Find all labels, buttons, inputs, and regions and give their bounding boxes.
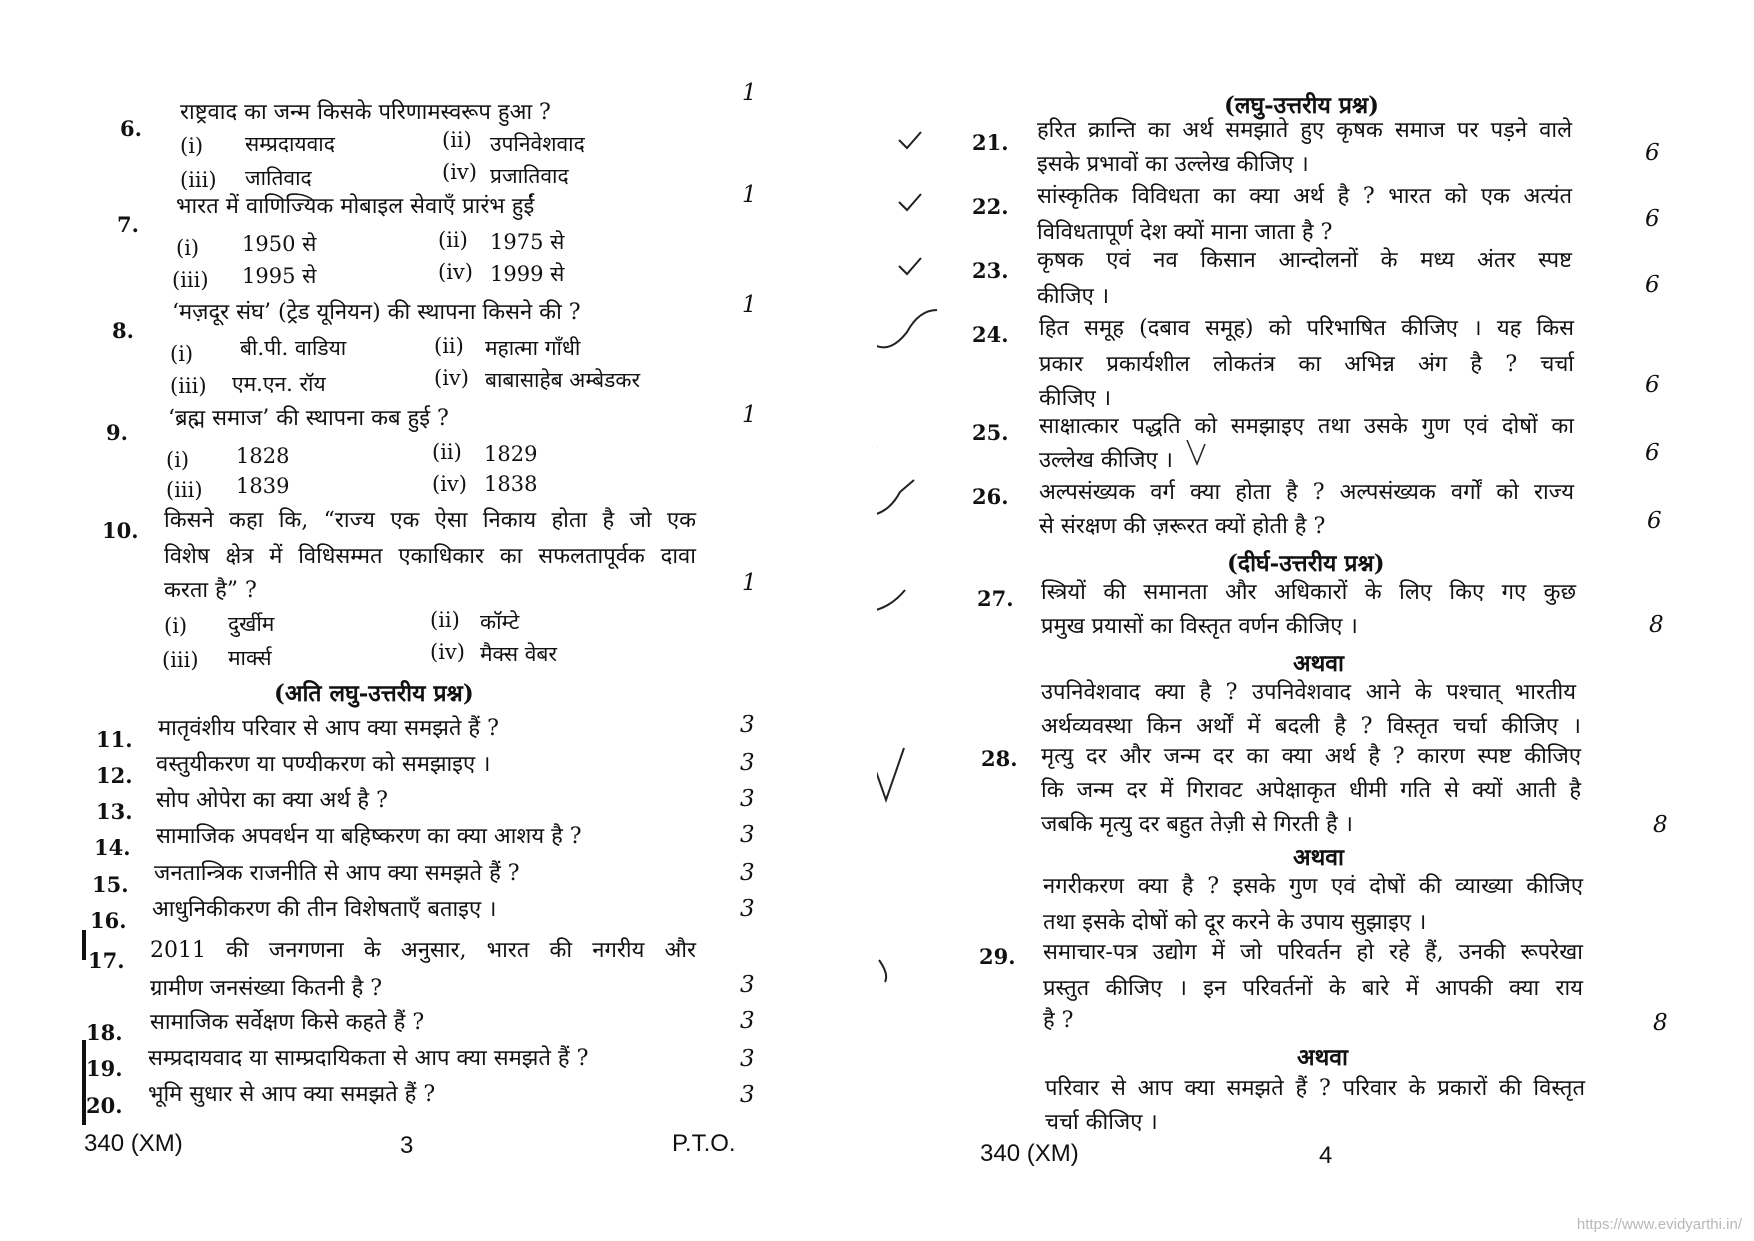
question-text: आधुनिकीकरण की तीन विशेषताएँ बताइए । [152,897,497,922]
tick-mark [899,258,921,274]
page-number: 3 [400,1132,414,1159]
question-text: कि जन्म दर में गिरावट अपेक्षाकृत धीमी गति से क्यों आती है [1041,778,1581,803]
section-heading: (अति लघु-उत्तरीय प्रश्न) [274,680,474,707]
option-label: (ii) [432,440,462,464]
question-marks: 8 [1653,1010,1668,1036]
question-text: मातृवंशीय परिवार से आप क्या समझते हैं ? [158,716,499,741]
question-text: 2011 की जनगणना के अनुसार, भारत की नगरीय और [150,938,696,963]
option-label: (iii) [162,648,199,672]
question-marks: 3 [740,750,755,776]
question-marks: 3 [740,972,755,998]
question-text: विशेष क्षेत्र में विधिसम्मत एकाधिकार का सफलतापूर्वक दावा [164,544,696,569]
binding-edge [82,1040,86,1125]
question-number: 11. [96,727,133,752]
question-marks: 3 [740,712,755,738]
question-text: कीजिए । [1037,284,1110,309]
question-text: प्रमुख प्रयासों का विस्तृत वर्णन कीजिए । [1041,614,1358,639]
option-text: एम.एन. रॉय [232,372,326,396]
option-label: (iv) [438,260,473,284]
option-label: (iii) [172,268,209,292]
question-marks: 1 [742,402,757,428]
question-number: 28. [981,746,1018,771]
question-text: से संरक्षण की ज़रूरत क्यों होती है ? [1039,514,1326,539]
question-number: 13. [96,799,133,824]
or-label: अथवा [1293,844,1345,871]
section-heading: (दीर्घ-उत्तरीय प्रश्न) [1227,550,1385,577]
question-marks: 6 [1645,272,1660,298]
question-text: उल्लेख कीजिए । [1039,448,1173,473]
question-text: करता है” ? [164,578,257,603]
question-text: ‘ब्रह्म समाज’ की स्थापना कब हुई ? [168,406,449,431]
tick-mark [877,748,904,800]
question-number: 8. [112,318,134,343]
question-text: ‘मज़दूर संघ’ (ट्रेड यूनियन) की स्थापना किसने की ? [172,300,581,325]
question-marks: 3 [740,1046,755,1072]
or-label: अथवा [1293,650,1345,677]
alternate-question-text: अर्थव्यवस्था किन अर्थों में बदली है ? विस्तृत चर्चा कीजिए । [1041,714,1581,739]
option-label: (iii) [180,168,217,192]
option-text: मार्क्स [228,646,272,670]
option-text: प्रजातिवाद [490,164,569,188]
option-label: (i) [180,134,204,158]
option-text: 1975 से [490,230,565,254]
paper-code: 340 (XM) [84,1130,183,1157]
question-marks: 6 [1645,372,1660,398]
option-label: (ii) [434,334,464,358]
question-number: 10. [102,518,139,543]
tick-mark [879,960,886,982]
question-text: जनतान्त्रिक राजनीति से आप क्या समझते हैं ? [154,861,520,886]
alternate-question-text: चर्चा कीजिए । [1045,1110,1158,1135]
question-marks: 8 [1649,612,1664,638]
question-number: 24. [972,322,1009,347]
question-marks: 1 [742,570,757,596]
question-text: ग्रामीण जनसंख्या कितनी है ? [150,976,383,1001]
option-label: (iii) [170,374,207,398]
question-marks: 1 [742,80,757,106]
question-text: सांस्कृतिक विविधता का क्या अर्थ है ? भारत को एक अत्यंत [1037,184,1572,209]
option-label: (iii) [166,478,203,502]
option-label: (i) [164,614,188,638]
option-text: बी.पी. वाडिया [240,336,347,360]
question-marks: 3 [740,860,755,886]
question-text: कीजिए । [1039,386,1112,411]
question-marks: 3 [740,896,755,922]
option-text: महात्मा गाँधी [485,336,581,360]
tick-mark [899,194,921,210]
page-number: 4 [1319,1142,1333,1169]
option-text: 1950 से [242,232,317,256]
question-text: स्त्रियों की समानता और अधिकारों के लिए किए गए कुछ [1041,580,1576,605]
question-number: 14. [94,835,131,860]
option-label: (iv) [434,366,469,390]
question-number: 20. [86,1093,123,1118]
option-label: (ii) [438,228,468,252]
question-marks: 3 [740,822,755,848]
tick-mark [1187,440,1205,464]
question-text: प्रकार प्रकार्यशील लोकतंत्र का अभिन्न अंग है ? चर्चा [1039,352,1574,377]
option-label: (ii) [442,128,472,152]
pto-label: P.T.O. [672,1130,736,1157]
question-number: 25. [972,420,1009,445]
option-text: दुर्खीम [228,612,275,636]
question-marks: 8 [1653,812,1668,838]
question-marks: 1 [742,182,757,208]
question-text: साक्षात्कार पद्धति को समझाइए तथा उसके गुण एवं दोषों का [1039,414,1574,439]
question-text: हित समूह (दबाव समूह) को परिभाषित कीजिए । यह किस [1039,316,1574,341]
question-number: 16. [90,908,127,933]
option-text: 1995 से [242,264,317,288]
page-right [877,0,1754,1241]
question-text: भारत में वाणिज्यिक मोबाइल सेवाएँ प्रारंभ हुईं [176,194,535,219]
section-heading: (लघु-उत्तरीय प्रश्न) [1224,92,1380,119]
question-marks: 6 [1645,206,1660,232]
option-label: (i) [166,448,190,472]
question-marks: 6 [1645,140,1660,166]
question-text: किसने कहा कि, “राज्य एक ऐसा निकाय होता है जो एक [164,508,696,533]
question-number: 12. [96,763,133,788]
alternate-question-text: तथा इसके दोषों को दूर करने के उपाय सुझाइए । [1043,910,1427,935]
question-marks: 3 [740,1008,755,1034]
question-text: सामाजिक सर्वेक्षण किसे कहते हैं ? [150,1010,425,1035]
tick-mark [877,590,905,612]
question-text: भूमि सुधार से आप क्या समझते हैं ? [148,1082,436,1107]
tick-mark [877,310,937,347]
binding-edge [82,930,86,960]
question-text: कृषक एवं नव किसान आन्दोलनों के मध्य अंतर स्पष्ट [1037,248,1572,273]
option-text: कॉम्टे [480,610,520,634]
question-text: वस्तुयीकरण या पण्यीकरण को समझाइए । [156,752,491,777]
question-text: विविधतापूर्ण देश क्यों माना जाता है ? [1037,220,1333,245]
question-text: हरित क्रान्ति का अर्थ समझाते हुए कृषक समाज पर पड़ने वाले [1037,118,1572,143]
question-number: 17. [88,948,125,973]
question-text: सामाजिक अपवर्धन या बहिष्करण का क्या आशय है ? [156,824,582,849]
question-number: 23. [972,258,1009,283]
alternate-question-text: नगरीकरण क्या है ? इसके गुण एवं दोषों की व्याख्या कीजिए [1043,874,1583,899]
alternate-question-text: उपनिवेशवाद क्या है ? उपनिवेशवाद आने के पश्चात् भारतीय [1041,680,1576,705]
question-text: है ? [1043,1008,1074,1033]
or-label: अथवा [1297,1044,1349,1071]
question-text: समाचार-पत्र उद्योग में जो परिवर्तन हो रहे हैं, उनकी रूपरेखा [1043,940,1583,965]
option-text: 1839 [236,474,290,498]
question-text: सोप ओपेरा का क्या अर्थ है ? [156,788,388,813]
option-text: 1829 [484,442,538,466]
option-label: (ii) [430,608,460,632]
question-number: 29. [979,944,1016,969]
question-text: प्रस्तुत कीजिए । इन परिवर्तनों के बारे में आपकी क्या राय [1043,976,1583,1001]
question-number: 7. [117,212,139,237]
question-text: मृत्यु दर और जन्म दर का क्या अर्थ है ? कारण स्पष्ट कीजिए [1041,744,1581,769]
question-text: इसके प्रभावों का उल्लेख कीजिए । [1037,152,1309,177]
option-label: (iv) [430,640,465,664]
question-number: 18. [86,1020,123,1045]
option-text: 1999 से [490,262,565,286]
question-marks: 6 [1645,440,1660,466]
question-number: 19. [86,1056,123,1081]
option-text: 1828 [236,444,290,468]
option-label: (i) [176,236,200,260]
question-text: अल्पसंख्यक वर्ग क्या होता है ? अल्पसंख्यक वर्गों को राज्य [1039,480,1574,505]
option-text: बाबासाहेब अम्बेडकर [485,368,641,392]
option-label: (iv) [442,160,477,184]
question-number: 9. [106,420,128,445]
question-text: जबकि मृत्यु दर बहुत तेज़ी से गिरती है । [1041,812,1353,837]
question-number: 15. [92,872,129,897]
question-text: राष्ट्रवाद का जन्म किसके परिणामस्वरूप हुआ ? [180,100,551,125]
question-number: 22. [972,194,1009,219]
alternate-question-text: परिवार से आप क्या समझते हैं ? परिवार के प्रकारों की विस्तृत [1045,1076,1585,1101]
question-number: 27. [977,586,1014,611]
option-text: जातिवाद [245,166,312,190]
option-text: 1838 [484,472,538,496]
question-marks: 1 [742,292,757,318]
question-text: सम्प्रदायवाद या साम्प्रदायिकता से आप क्या समझते हैं ? [148,1046,589,1071]
tick-mark [899,132,921,148]
question-marks: 3 [740,1082,755,1108]
option-text: उपनिवेशवाद [490,132,585,156]
question-number: 26. [972,484,1009,509]
option-text: सम्प्रदायवाद [245,132,335,156]
question-number: 21. [972,130,1009,155]
option-label: (iv) [432,472,467,496]
question-marks: 3 [740,786,755,812]
question-number: 6. [120,116,142,141]
paper-code: 340 (XM) [980,1140,1079,1167]
option-label: (i) [170,342,194,366]
option-text: मैक्स वेबर [480,642,558,666]
watermark: https://www.evidyarthi.in/ [1576,1216,1742,1233]
question-marks: 6 [1647,508,1662,534]
tick-mark [877,480,914,516]
